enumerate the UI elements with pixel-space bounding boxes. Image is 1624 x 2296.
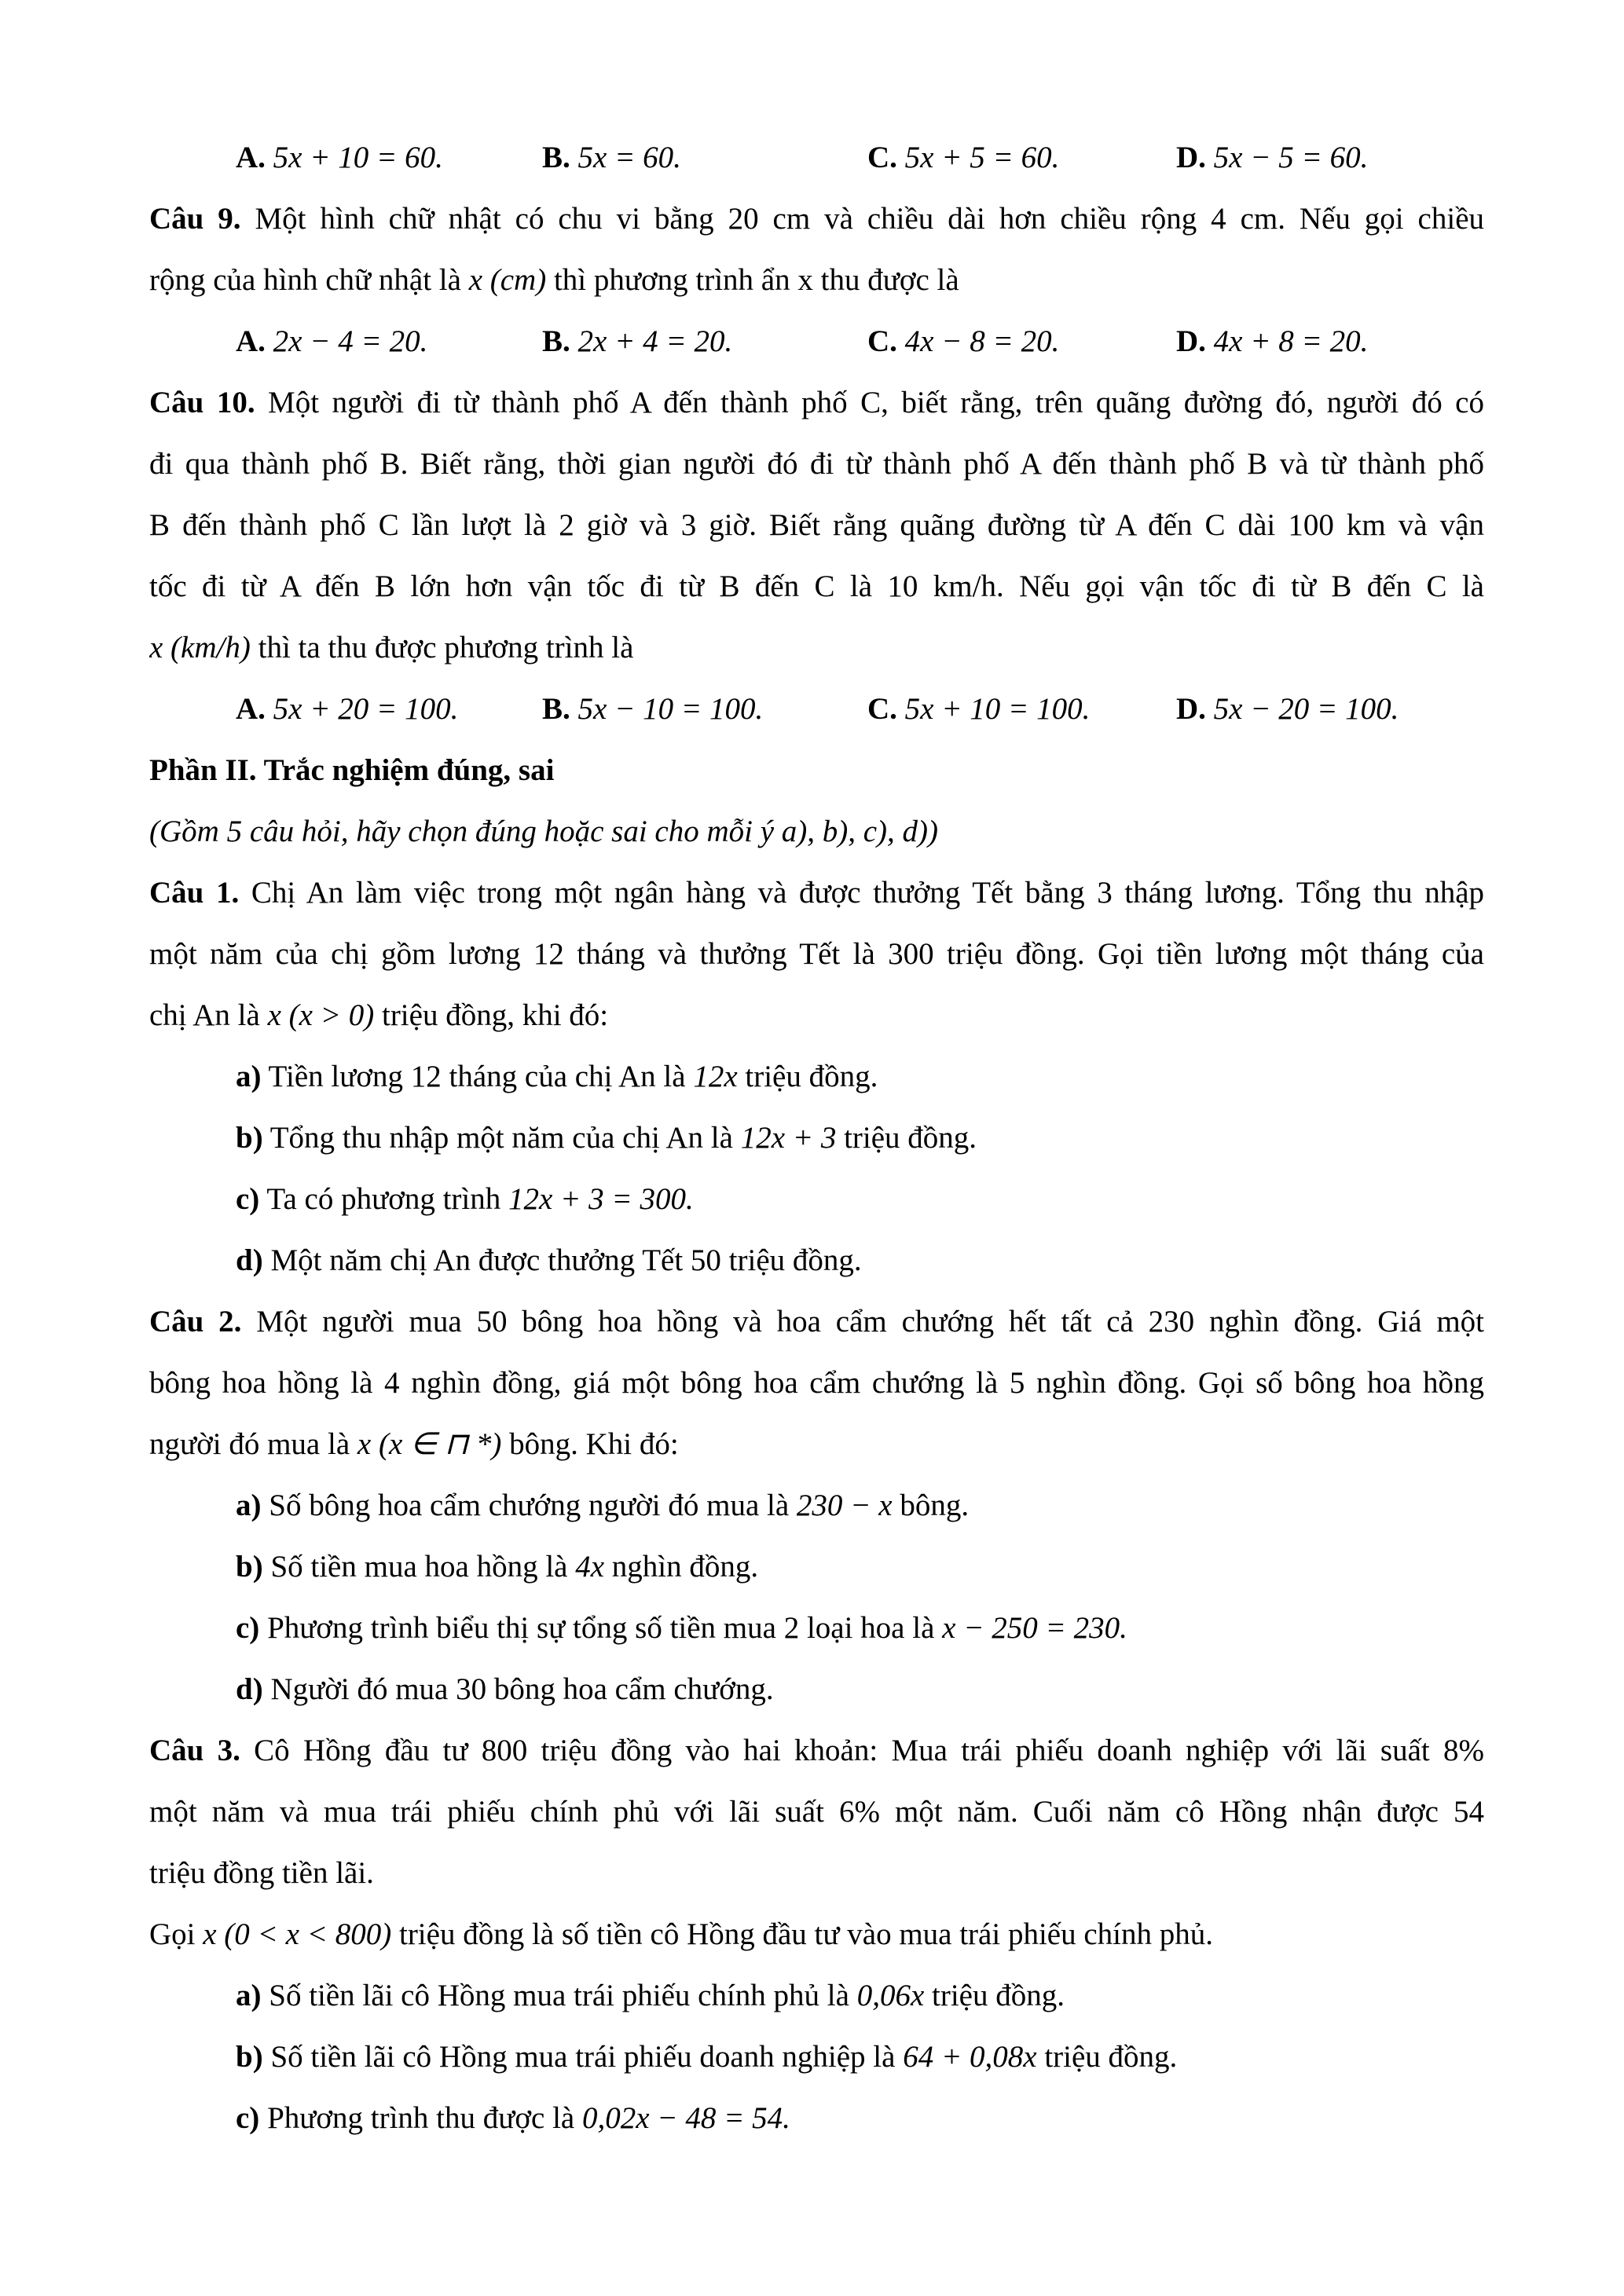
c2-line-3 xyxy=(149,1414,1484,1475)
q10-option-d-label: D. xyxy=(1176,692,1206,726)
c1-item-b-text: Tổng thu nhập một năm của chị An là xyxy=(269,1121,741,1155)
c3-text-1: Cô Hồng đầu tư 800 triệu đồng vào hai khoản: Mua trái phiếu doanh nghiệp với lãi suất 8% xyxy=(254,1734,1484,1767)
c1-item-a-formula: 12x xyxy=(693,1060,738,1093)
c1-item-b-formula: 12x + 3 xyxy=(740,1121,837,1155)
c3-item-b-formula: 64 + 0,08x xyxy=(903,2040,1037,2074)
q9-option-d xyxy=(1176,311,1484,372)
c3-item-b-text: Số tiền lãi cô Hồng mua trái phiếu doanh nghiệp là xyxy=(270,2040,904,2074)
q9-text-1: Một hình chữ nhật có chu vi bằng 20 cm và chiều dài hơn chiều rộng 4 cm. Nếu gọi chiều xyxy=(255,202,1484,236)
c3-line-1 xyxy=(149,1720,1484,1782)
q8-option-b-formula: 5x = 60. xyxy=(577,141,681,174)
c1-item-a-suffix: triệu đồng. xyxy=(737,1060,878,1093)
c1-text-3b: triệu đồng, khi đó: xyxy=(374,998,609,1032)
q8-option-c xyxy=(867,127,1176,189)
c3-text-3: triệu đồng tiền lãi. xyxy=(149,1856,374,1890)
q9-option-c xyxy=(867,311,1176,372)
c2-item-d-text: Người đó mua 30 bông hoa cẩm chướng. xyxy=(270,1672,774,1706)
c3-item-c-text: Phương trình thu được là xyxy=(267,2101,582,2135)
c1-line-2 xyxy=(149,924,1484,985)
c3-item-a-text: Số tiền lãi cô Hồng mua trái phiếu chính phủ là xyxy=(269,1979,857,2012)
q9-option-b-label: B. xyxy=(542,324,570,358)
part2-subtitle: (Gồm 5 câu hỏi, hãy chọn đúng hoặc sai cho mỗi ý a), b), c), d)) xyxy=(149,815,939,848)
q8-option-c-formula: 5x + 5 = 60. xyxy=(904,141,1060,174)
c3-text-4a: Gọi xyxy=(149,1917,203,1951)
c2-item-d xyxy=(149,1659,1484,1720)
q9-number: Câu 9. xyxy=(149,202,241,236)
c1-line-3 xyxy=(149,985,1484,1046)
c3-line-2 xyxy=(149,1782,1484,1843)
c3-item-c xyxy=(149,2088,1484,2149)
c2-item-c-marker: c) xyxy=(236,1611,260,1645)
q8-options-row xyxy=(149,127,1484,189)
part2-heading: Phần II. Trắc nghiệm đúng, sai xyxy=(149,753,555,787)
q10-text-3: B đến thành phố C lần lượt là 2 giờ và 3 giờ. Biết rằng quãng đường từ A đến C dài 100 km và vận xyxy=(149,508,1484,542)
c2-item-c xyxy=(149,1598,1484,1659)
c1-text-2: một năm của chị gồm lương 12 tháng và thưởng Tết là 300 triệu đồng. Gọi tiền lương một tháng của xyxy=(149,937,1484,971)
c2-item-a xyxy=(149,1475,1484,1536)
q9-option-a-formula: 2x − 4 = 20. xyxy=(273,324,428,358)
q8-option-c-label: C. xyxy=(867,141,897,174)
c1-item-c-text: Ta có phương trình xyxy=(266,1182,508,1216)
q9-text-2a: rộng của hình chữ nhật là xyxy=(149,263,469,297)
q9-option-b xyxy=(542,311,867,372)
c3-line-3 xyxy=(149,1843,1484,1904)
q9-option-d-formula: 4x + 8 = 20. xyxy=(1213,324,1369,358)
q9-options-row xyxy=(149,311,1484,372)
q8-option-d-label: D. xyxy=(1176,141,1206,174)
c1-item-a-marker: a) xyxy=(236,1060,262,1093)
c2-text-3b: bông. Khi đó: xyxy=(501,1427,679,1461)
q10-option-c xyxy=(867,679,1176,740)
q8-option-a-label: A. xyxy=(236,141,266,174)
c3-item-b xyxy=(149,2027,1484,2088)
q9-option-c-label: C. xyxy=(867,324,897,358)
c2-line-2 xyxy=(149,1353,1484,1414)
c3-line-4 xyxy=(149,1904,1484,1965)
q10-option-b-label: B. xyxy=(542,692,570,726)
c2-item-b xyxy=(149,1536,1484,1598)
c3-item-a-formula: 0,06x xyxy=(856,1979,925,2012)
c1-item-a xyxy=(149,1046,1484,1108)
c2-text-3a: người đó mua là xyxy=(149,1427,357,1461)
c1-item-c-marker: c) xyxy=(236,1182,260,1216)
c2-item-b-formula: 4x xyxy=(575,1550,605,1584)
q9-option-a-label: A. xyxy=(236,324,266,358)
c1-number: Câu 1. xyxy=(149,876,240,910)
c3-text-4b: triệu đồng là số tiền cô Hồng đầu tư vào mua trái phiếu chính phủ. xyxy=(391,1917,1213,1951)
c3-item-a xyxy=(149,1965,1484,2027)
c1-line-1 xyxy=(149,862,1484,924)
c2-line-1 xyxy=(149,1291,1484,1353)
c2-text-1: Một người mua 50 bông hoa hồng và hoa cẩm chướng hết tất cả 230 nghìn đồng. Giá một xyxy=(256,1305,1484,1338)
c1-text-3a: chị An là xyxy=(149,998,268,1032)
c2-item-b-text: Số tiền mua hoa hồng là xyxy=(270,1550,576,1584)
c3-item-b-marker: b) xyxy=(236,2040,263,2074)
c3-item-c-formula: 0,02x − 48 = 54. xyxy=(581,2101,790,2135)
q10-option-b xyxy=(542,679,867,740)
q9-line-2 xyxy=(149,250,1484,311)
q9-option-b-formula: 2x + 4 = 20. xyxy=(577,324,733,358)
c1-item-d xyxy=(149,1230,1484,1291)
q8-option-a-formula: 5x + 10 = 60. xyxy=(273,141,443,174)
q10-option-c-formula: 5x + 10 = 100. xyxy=(904,692,1091,726)
q10-option-d xyxy=(1176,679,1484,740)
q10-option-a-label: A. xyxy=(236,692,266,726)
q9-option-a xyxy=(236,311,542,372)
c1-item-c xyxy=(149,1169,1484,1230)
q8-option-b xyxy=(542,127,867,189)
c2-text-2: bông hoa hồng là 4 nghìn đồng, giá một bông hoa cẩm chướng là 5 nghìn đồng. Gọi số bông hoa hồng xyxy=(149,1366,1484,1400)
q8-option-d xyxy=(1176,127,1484,189)
q8-option-b-label: B. xyxy=(542,141,570,174)
c2-item-a-marker: a) xyxy=(236,1489,262,1522)
c3-text-2: một năm và mua trái phiếu chính phủ với lãi suất 6% một năm. Cuối năm cô Hồng nhận được 54 xyxy=(149,1795,1484,1829)
c1-item-c-formula: 12x + 3 = 300. xyxy=(508,1182,694,1216)
c2-item-d-marker: d) xyxy=(236,1672,263,1706)
q10-option-a-formula: 5x + 20 = 100. xyxy=(273,692,459,726)
q8-option-d-formula: 5x − 5 = 60. xyxy=(1213,141,1369,174)
q9-option-c-formula: 4x − 8 = 20. xyxy=(904,324,1060,358)
q10-line-4 xyxy=(149,556,1484,617)
c2-item-c-formula: x − 250 = 230. xyxy=(942,1611,1127,1645)
c3-number: Câu 3. xyxy=(149,1734,240,1767)
q10-line-3 xyxy=(149,495,1484,556)
q8-option-a xyxy=(236,127,542,189)
q10-text-2: đi qua thành phố B. Biết rằng, thời gian người đó đi từ thành phố A đến thành phố B và từ thành phố xyxy=(149,447,1484,481)
c3-formula-inline: x (0 < x < 800) xyxy=(203,1917,392,1951)
q10-text-1: Một người đi từ thành phố A đến thành phố C, biết rằng, trên quãng đường đó, người đó có xyxy=(268,386,1484,419)
c1-item-b-marker: b) xyxy=(236,1121,263,1155)
c1-item-d-marker: d) xyxy=(236,1243,263,1277)
c1-item-d-text: Một năm chị An được thưởng Tết 50 triệu đồng. xyxy=(270,1243,862,1277)
q9-text-2b: thì phương trình ẩn x thu được là xyxy=(546,263,959,297)
c2-item-b-marker: b) xyxy=(236,1550,263,1584)
q10-text-4: tốc đi từ A đến B lớn hơn vận tốc đi từ B đến C là 10 km/h. Nếu gọi vận tốc đi từ B đến C là xyxy=(149,569,1484,603)
q10-number: Câu 10. xyxy=(149,386,255,419)
c2-item-a-suffix: bông. xyxy=(892,1489,970,1522)
q10-line-1 xyxy=(149,372,1484,434)
c1-item-b-suffix: triệu đồng. xyxy=(836,1121,977,1155)
c3-item-a-marker: a) xyxy=(236,1979,262,2012)
q10-option-d-formula: 5x − 20 = 100. xyxy=(1213,692,1399,726)
c2-item-a-text: Số bông hoa cẩm chướng người đó mua là xyxy=(269,1489,797,1522)
c3-item-a-suffix: triệu đồng. xyxy=(924,1979,1065,2012)
q10-line-5 xyxy=(149,617,1484,679)
q10-line-2 xyxy=(149,434,1484,495)
q10-text-5: thì ta thu được phương trình là xyxy=(250,631,634,665)
q10-options-row xyxy=(149,679,1484,740)
q10-option-c-label: C. xyxy=(867,692,897,726)
q9-line-1 xyxy=(149,189,1484,250)
c2-item-c-text: Phương trình biểu thị sự tổng số tiền mua 2 loại hoa là xyxy=(267,1611,943,1645)
q10-option-a xyxy=(236,679,542,740)
c2-formula-inline: x (x ∈ ⊓ *) xyxy=(357,1427,502,1461)
c3-item-b-suffix: triệu đồng. xyxy=(1036,2040,1178,2074)
c1-formula-inline: x (x > 0) xyxy=(267,998,375,1032)
c1-text-1: Chị An làm việc trong một ngân hàng và được thưởng Tết bằng 3 tháng lương. Tổng thu nhập xyxy=(251,876,1484,910)
q10-formula-inline: x (km/h) xyxy=(149,631,251,665)
c2-item-a-formula: 230 − x xyxy=(796,1489,893,1522)
q9-option-d-label: D. xyxy=(1176,324,1206,358)
c1-item-a-text: Tiền lương 12 tháng của chị An là xyxy=(268,1060,694,1093)
q9-formula-inline: x (cm) xyxy=(468,263,547,297)
part2-subtitle-line xyxy=(149,801,1484,862)
c1-item-b xyxy=(149,1108,1484,1169)
part2-heading-line xyxy=(149,740,1484,801)
q10-option-b-formula: 5x − 10 = 100. xyxy=(577,692,764,726)
c3-item-c-marker: c) xyxy=(236,2101,260,2135)
c2-item-b-suffix: nghìn đồng. xyxy=(604,1550,759,1584)
c2-number: Câu 2. xyxy=(149,1305,242,1338)
